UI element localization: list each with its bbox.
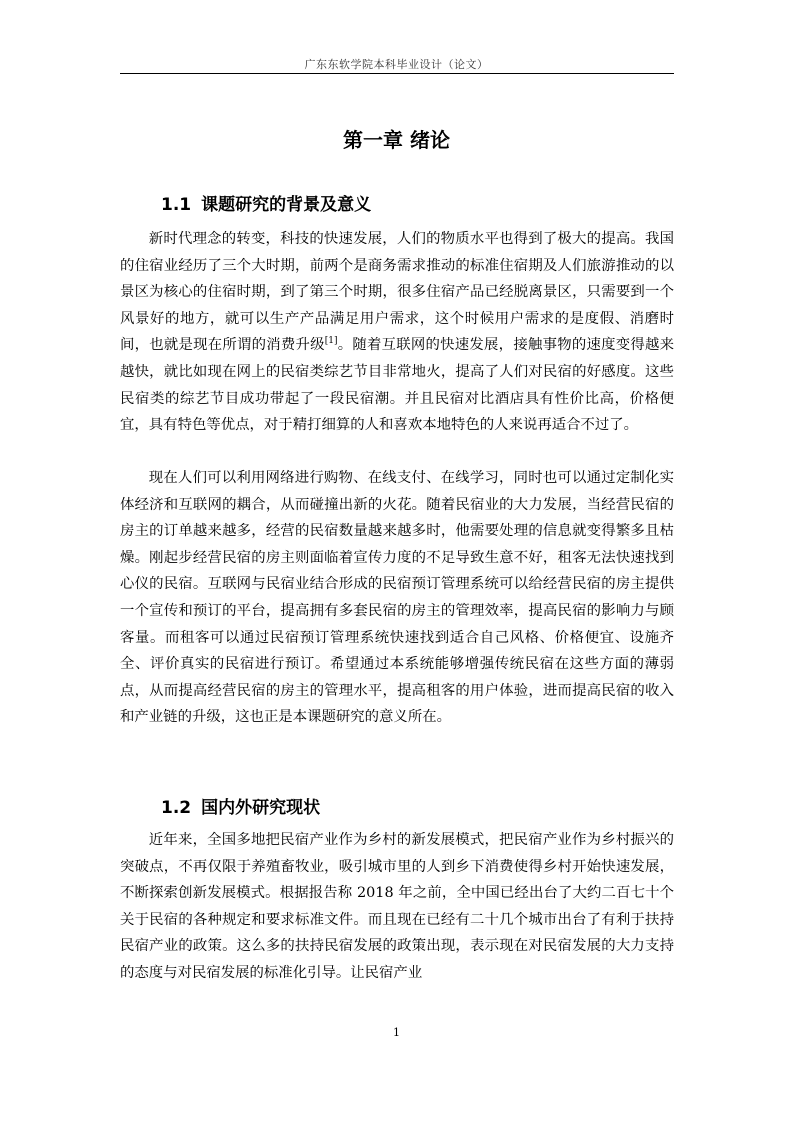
section-number: 1.2 (161, 798, 192, 818)
paragraph: 近年来，全国多地把民宿产业作为乡村的新发展模式，把民宿产业作为乡村振兴的突破点，不再仅限于养殖畜牧业，吸引城市里的人到乡下消费使得乡村开始快速发展，不断探索创新发展模式。根据报告称 2018 年之前，全中国已经出台了大约二百七十个关于民宿的各种规定和要求标准文件。而且现在已经有二十几个城市出台了有利于扶持民宿产业的政策。这么多的扶持民宿发展的政策出现，表示现在对民宿发展的大力支持的态度与对民宿发展的标准化引导。让民宿产业 (120, 832, 674, 981)
page-number: 1 (393, 1026, 400, 1039)
citation-marker: [1] (324, 336, 338, 347)
paragraph: 现在人们可以利用网络进行购物、在线支付、在线学习，同时也可以通过定制化实体经济和互联网的耦合，从而碰撞出新的火花。随着民宿业的大力发展，当经营民宿的房主的订单越来越多，经营的民宿数量越来越多时，他需要处理的信息就变得繁多且枯燥。刚起步经营民宿的房主则面临着宣传力度的不足导致生意不好，租客无法快速找到心仪的民宿。互联网与民宿业结合形成的民宿预订管理系统可以给经营民宿的房主提供一个宣传和预订的平台，提高拥有多套民宿的房主的管理效率，提高民宿的影响力与顾客量。而租客可以通过民宿预订管理系统快速找到适合自己风格、价格便宜、设施齐全、评价真实的民宿进行预订。希望通过本系统能够增强传统民宿在这些方面的薄弱点，从而提高经营民宿的房主的管理水平，提高租客的用户体验，进而提高民宿的收入和产业链的升级，这也正是本课题研究的意义所在。 (120, 470, 674, 726)
paragraph-text: 新时代理念的转变，科技的快速发展，人们的物质水平也得到了极大的提高。我国的住宿业经历了三个大时期，前两个是商务需求推动的标准住宿期及人们旅游推动的以景区为核心的住宿时期，到了第三个时期，很多住宿产品已经脱离景区，只需要到一个风景好的地方，就可以生产产品满足用户需求，这个时候用户需求的是度假、消磨时间，也就是现在所谓的消费升级 (120, 231, 674, 354)
paragraph (120, 226, 674, 439)
section-title-text: 课题研究的背景及意义 (201, 195, 372, 215)
paragraph-text: 。随着互联网的快速发展，接触事物的速度变得越来越快，就比如现在网上的民宿类综艺节目非常地火，提高了人们对民宿的好感度。这些民宿类的综艺节目成功带起了一段民宿潮。并且民宿对比酒店具有性价比高，价格便宜，具有特色等优点，对于精打细算的人和喜欢本地特色的人来说再适合不过了。 (120, 337, 674, 434)
header-rule (120, 73, 674, 74)
chapter-title: 第一章 绪论 (343, 128, 450, 152)
section-heading-1-2 (161, 793, 320, 818)
running-header: 广东东软学院本科毕业设计（论文） (304, 58, 489, 71)
section-heading-1-1 (161, 190, 371, 215)
section-title-text: 国内外研究现状 (201, 798, 321, 818)
section-number: 1.1 (161, 195, 192, 215)
